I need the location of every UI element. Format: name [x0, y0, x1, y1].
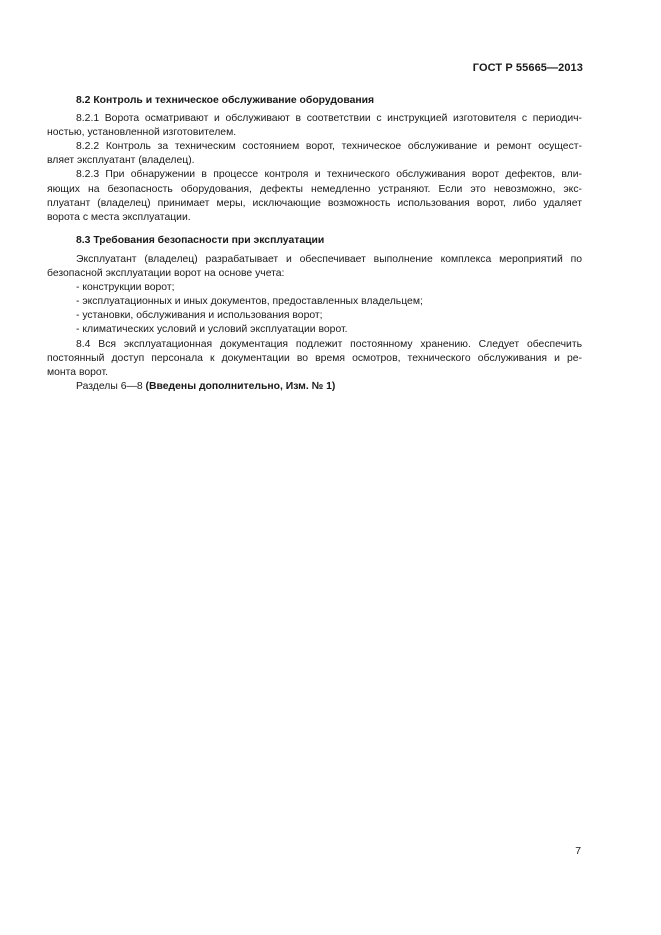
list-item: - эксплуатационных и иных документов, предоставленных владельцем;	[76, 296, 423, 308]
document-body	[47, 94, 582, 394]
document-code: ГОСТ Р 55665—2013	[472, 62, 583, 74]
text-line: ностью, установленной изготовителем.	[47, 127, 237, 139]
text-line: вляет эксплуатант (владелец).	[47, 155, 195, 167]
amendment-note-prefix: Разделы 6—8	[76, 380, 146, 392]
text-line: 8.2.3 При обнаружении в процессе контроля и технического обслуживания ворот дефектов, вли-	[76, 169, 582, 181]
text-line: безопасной эксплуатации ворот на основе учета:	[47, 268, 285, 280]
amendment-note	[76, 380, 582, 394]
text-line: яющих на безопасность оборудования, дефекты немедленно устраняют. Если это невозможно, экс-	[47, 183, 582, 195]
text-line: 8.2.2 Контроль за техническим состоянием ворот, техническое обслуживание и ремонт осущест-	[76, 141, 582, 153]
list-item: - конструкции ворот;	[76, 282, 175, 294]
text-line: 8.2.1 Ворота осматривают и обслуживают в соответствии с инструкцией изготовителя с периодич-	[76, 113, 582, 125]
text-line: ворота с места эксплуатации.	[47, 211, 191, 223]
list-item: - установки, обслуживания и использования ворот;	[76, 310, 323, 322]
text-line: 8.4 Вся эксплуатационная документация подлежит постоянному хранению. Следует обеспечить	[76, 338, 582, 350]
text-line: постоянный доступ персонала к документации во время осмотров, технического обслуживания и ре-	[47, 352, 582, 364]
paragraph-8-2-2	[47, 140, 582, 168]
list-item: - климатических условий и условий эксплуатации ворот.	[76, 324, 348, 336]
paragraph-8-2-3	[47, 168, 582, 224]
paragraph-8-2-1	[47, 112, 582, 140]
list-8-3	[76, 281, 582, 337]
paragraph-8-3-intro	[47, 253, 582, 281]
section-title-8-3: 8.3 Требования безопасности при эксплуатации	[76, 234, 325, 246]
text-line: Эксплуатант (владелец) разрабатывает и обеспечивает выполнение комплекса мероприятий по	[76, 253, 582, 265]
amendment-note-bold: (Введены дополнительно, Изм. № 1)	[145, 380, 336, 392]
paragraph-8-4	[47, 338, 582, 380]
page-number: 7	[575, 846, 581, 857]
section-title-8-2: 8.2 Контроль и техническое обслуживание оборудования	[76, 95, 375, 106]
text-line: плуатант (владелец) принимает меры, исключающие возможность использования ворот, либо удаляет	[47, 197, 582, 209]
text-line: монта ворот.	[47, 366, 108, 378]
